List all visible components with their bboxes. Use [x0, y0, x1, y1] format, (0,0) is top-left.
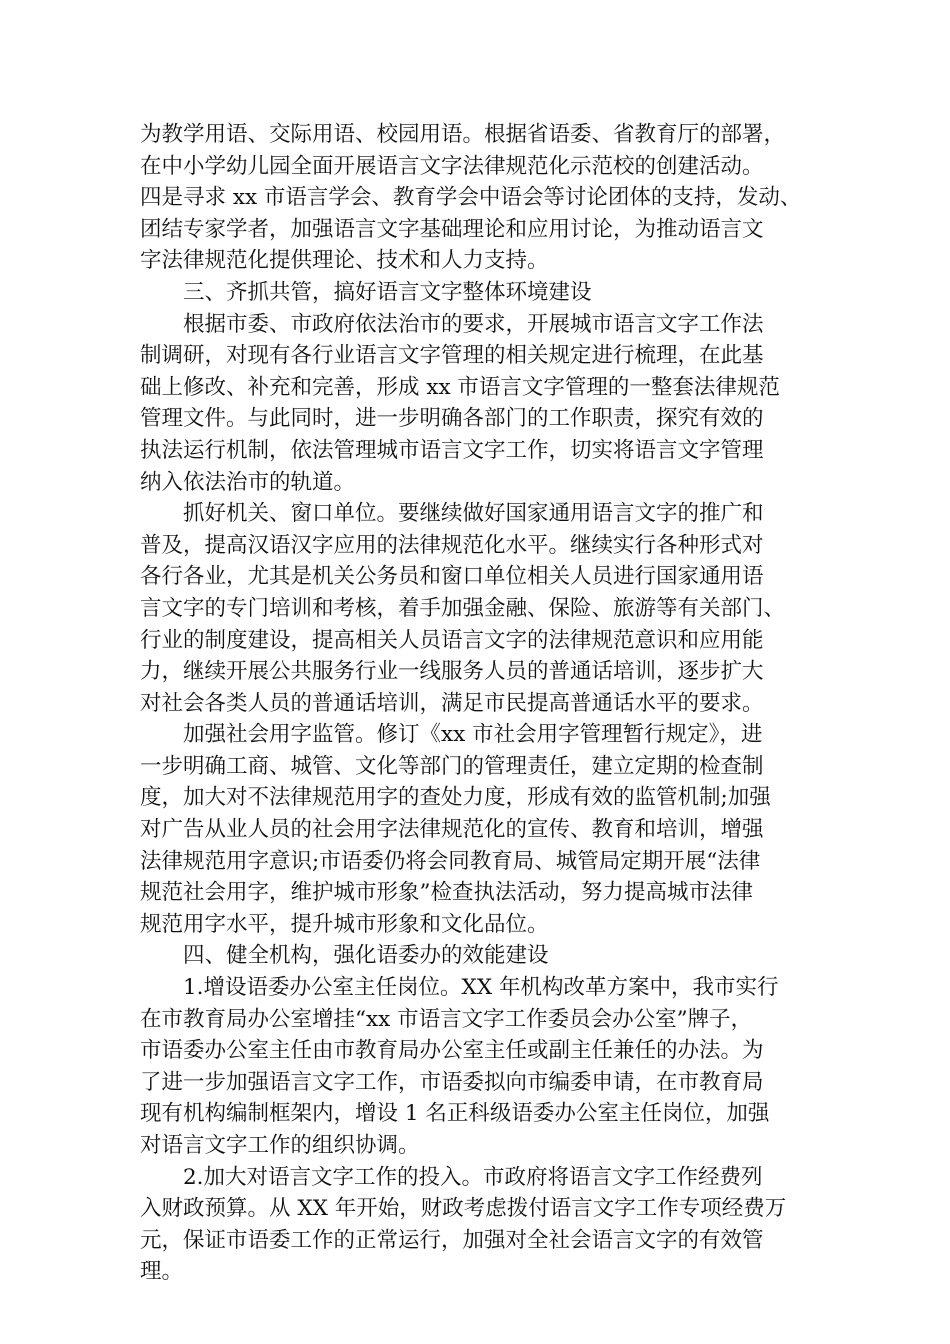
text-line: 法律规范用字意识;市语委仍将会同教育局、城管局定期开展“法律 [140, 848, 761, 874]
text-line: 字法律规范化提供理论、技术和人力支持。 [140, 248, 549, 274]
text-line: 对社会各类人员的普通话培训，满足市民提高普通话水平的要求。 [140, 690, 764, 716]
text-line: 管理文件。与此同时，进一步明确各部门的工作职责，探究有效的 [140, 406, 764, 432]
text-line: 四是寻求 xx 市语言学会、教育学会中语会等讨论团体的支持，发动、 [140, 185, 802, 211]
text-line: 市语委办公室主任由市教育局办公室主任或副主任兼任的办法。为 [140, 1038, 764, 1064]
section-heading: 三、齐抓共管，搞好语言文字整体环境建设 [140, 279, 592, 305]
text-line: 执法运行机制，依法管理城市语言文字工作，切实将语言文字管理 [140, 437, 764, 463]
text-line: 各行各业，尤其是机关公务员和窗口单位相关人员进行国家通用语 [140, 564, 764, 590]
text-line: 行业的制度建设，提高相关人员语言文字的法律规范意识和应用能 [140, 627, 764, 653]
text-line: 根据市委、市政府依法治市的要求，开展城市语言文字工作法 [140, 311, 764, 337]
text-line: 元，保证市语委工作的正常运行，加强对全社会语言文字的有效管 [140, 1227, 764, 1253]
text-line: 在中小学幼儿园全面开展语言文字法律规范化示范校的创建活动。 [140, 153, 764, 179]
text-line: 制调研，对现有各行业语言文字管理的相关规定进行梳理，在此基 [140, 343, 764, 369]
text-line: 现有机构编制框架内，增设 1 名正科级语委办公室主任岗位，加强 [140, 1101, 770, 1127]
section-heading: 四、健全机构，强化语委办的效能建设 [140, 943, 549, 969]
text-line: 理。 [140, 1259, 184, 1285]
text-line: 言文字的专门培训和考核，着手加强金融、保险、旅游等有关部门、 [140, 595, 786, 621]
text-line: 团结专家学者，加强语言文字基础理论和应用讨论，为推动语言文 [140, 216, 764, 242]
text-line: 2.加大对语言文字工作的投入。市政府将语言文字工作经费列 [140, 1164, 763, 1190]
text-line: 规范用字水平，提升城市形象和文化品位。 [140, 911, 549, 937]
document-body [140, 119, 810, 1288]
text-line: 为教学用语、交际用语、校园用语。根据省语委、省教育厅的部署， [140, 122, 786, 147]
text-line: 纳入依法治市的轨道。 [140, 469, 356, 495]
text-line: 在市教育局办公室增挂“xx 市语言文字工作委员会办公室”牌子， [140, 1006, 753, 1032]
text-line: 力，继续开展公共服务行业一线服务人员的普通话培训，逐步扩大 [140, 659, 764, 685]
text-line: 入财政预算。从 XX 年开始，财政考虑拨付语言文字工作专项经费万 [140, 1196, 787, 1222]
text-line: 对语言文字工作的组织协调。 [140, 1133, 420, 1158]
text-line: 一步明确工商、城管、文化等部门的管理责任，建立定期的检查制 [140, 753, 764, 779]
text-line: 1.增设语委办公室主任岗位。XX 年机构改革方案中，我市实行 [140, 975, 779, 1001]
text-line: 加强社会用字监管。修订《xx 市社会用字管理暂行规定》，进 [140, 722, 763, 748]
text-line: 规范社会用字，维护城市形象”检查执法活动，努力提高城市法律 [140, 880, 753, 906]
text-line: 抓好机关、窗口单位。要继续做好国家通用语言文字的推广和 [140, 501, 764, 527]
text-line: 了进一步加强语言文字工作，市语委拟向市编委申请，在市教育局 [140, 1069, 764, 1095]
text-line: 普及，提高汉语汉字应用的法律规范化水平。继续实行各种形式对 [140, 532, 764, 558]
text-line: 础上修改、补充和完善，形成 xx 市语言文字管理的一整套法律规范 [140, 374, 780, 400]
text-line: 度，加大对不法律规范用字的查处力度，形成有效的监管机制;加强 [140, 785, 771, 811]
text-line: 对广告从业人员的社会用字法律规范化的宣传、教育和培训，增强 [140, 817, 764, 843]
